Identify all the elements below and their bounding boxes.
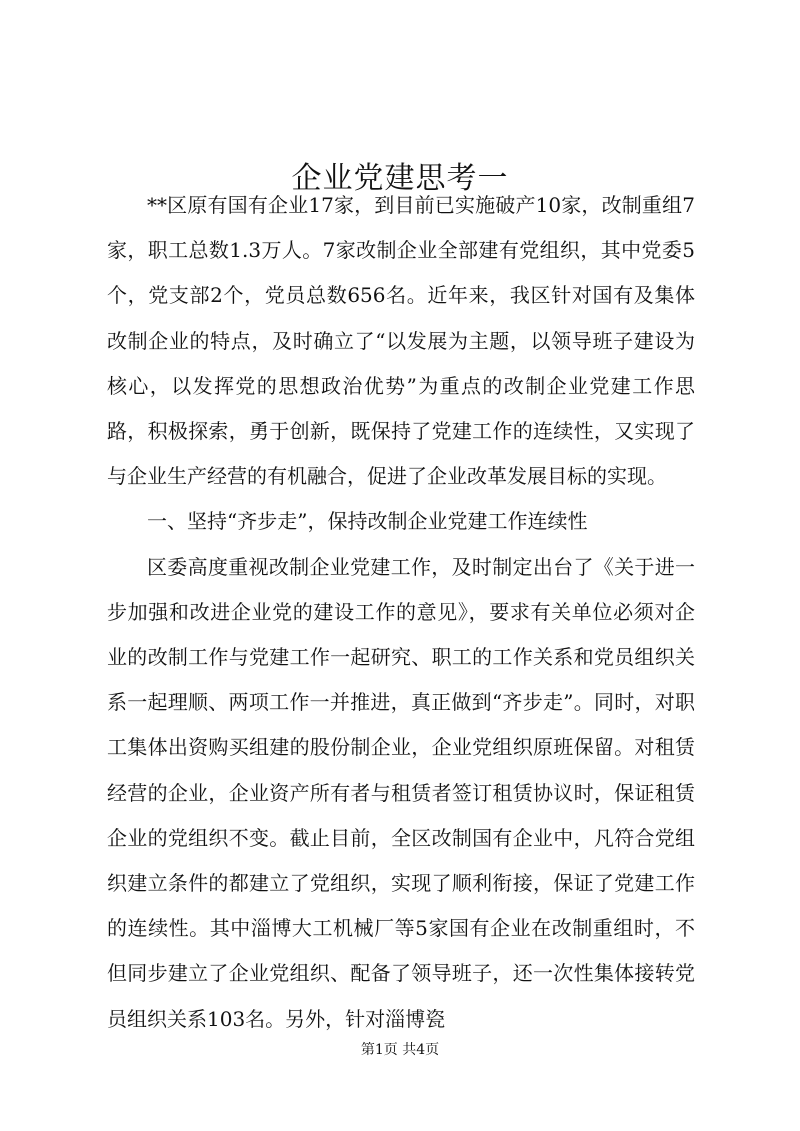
- document-title: 企业党建思考一: [291, 161, 509, 197]
- page-number-footer: 第1页 共4页: [360, 1042, 440, 1058]
- document-body: [107, 183, 695, 1042]
- paragraph-section-1: 区委高度重视改制企业党建工作，及时制定出台了《关于进一步加强和改进企业党的建设工作的意见》，要求有关单位必须对企业的改制工作与党建工作一起研究、职工的工作关系和党员组织关系一起理顺、两项工作一并推进，真正做到“齐步走”。同时，对职工集体出资购买组建的股份制企业，企业党组织原班保留。对租赁经营的企业，企业资产所有者与租赁者签订租赁协议时，保证租赁企业的党组织不变。截止目前，全区改制国有企业中，凡符合党组织建立条件的都建立了党组织，实现了顺利衔接，保证了党建工作的连续性。其中淄博大工机械厂等5家国有企业在改制重组时，不但同步建立了企业党组织、配备了领导班子，还一次性集体接转党员组织关系103名。另外，针对淄博瓷: [107, 554, 695, 1031]
- paragraph-intro: **区原有国有企业17家，到目前已实施破产10家，改制重组7家，职工总数1.3万人。7家改制企业全部建有党组织，其中党委5个，党支部2个，党员总数656名。近年来，我区针对国有及集体改制企业的特点，及时确立了“以发展为主题，以领导班子建设为核心，以发挥党的思想政治优势”为重点的改制企业党建工作思路，积极探索，勇于创新，既保持了党建工作的连续性，又实现了与企业生产经营的有机融合，促进了企业改革发展目标的实现。: [107, 193, 695, 489]
- section-heading-1: 一、坚持“齐步走”，保持改制企业党建工作连续性: [147, 509, 588, 534]
